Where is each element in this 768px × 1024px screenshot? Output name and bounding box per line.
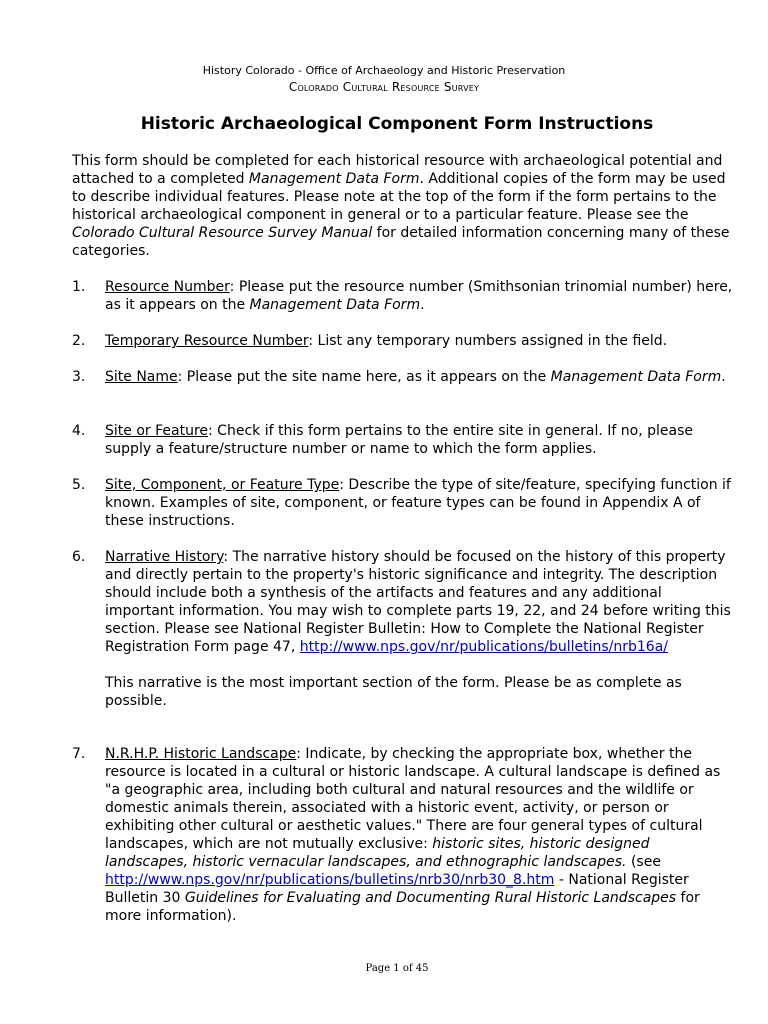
item-text: : Please put the site name here, as it appears on the xyxy=(177,369,551,385)
nrb16a-link[interactable]: http://www.nps.gov/nr/publications/bulletins/nrb16a/ xyxy=(299,639,669,655)
item-text-end: . xyxy=(420,297,425,313)
nrb30-link[interactable]: http://www.nps.gov/nr/publications/bulletins/nrb30/nrb30_8.htm xyxy=(105,872,555,888)
item-text: : List any temporary numbers assigned in the field. xyxy=(308,333,668,349)
item-number: 7. xyxy=(72,746,86,762)
intro-text-2: . Additional copies of the form may be used to describe individual features. Please note at the top of the form if the form pertains to the historical archaeological component in general or to a particular feature. Please see the xyxy=(72,171,726,223)
intro-paragraph xyxy=(72,152,732,260)
document-title: Historic Archaeological Component Form Instructions xyxy=(140,114,654,134)
item-italic: Management Data Form xyxy=(249,297,421,313)
item-text-end: . xyxy=(721,369,726,385)
item-number: 2. xyxy=(72,333,86,349)
item-number: 1. xyxy=(72,279,86,295)
item-label: Site, Component, or Feature Type xyxy=(105,477,340,493)
item-number: 3. xyxy=(72,369,86,385)
item-text: : The narrative history should be focused on the history of this property and directly pertain to the property's historic significance and integrity. The description should include both a synthesis of the artifacts and features and any additional important information. You may wish to complete parts 19, 22, and 24 before writing this section. Please see National Register Bulletin: How to Complete the National Register Registration Form page 47, xyxy=(105,549,731,655)
item-label: Narrative History xyxy=(105,549,224,565)
intro-text-3: for detailed information concerning many of these categories. xyxy=(72,225,730,259)
item-number: 4. xyxy=(72,423,86,439)
item-text: : Describe the type of site/feature, specifying function if known. Examples of site, component, or feature types can be found in Appendix A of these instructions. xyxy=(105,477,731,529)
intro-italic-2: Colorado Cultural Resource Survey Manual xyxy=(72,225,373,241)
item-text: : Indicate, by checking the appropriate box, whether the resource is located in a cultural or historic landscape. A cultural landscape is defined as "a geographic area, including both cultural and natural resources and the wildlife or domestic animals therein, associated with a historic event, activity, or person or exhibiting other cultural or aesthetic values." There are four general types of cultural landscapes, which are not mutually exclusive: xyxy=(105,746,721,852)
item-italic-2: Guidelines for Evaluating and Documenting Rural Historic Landscapes xyxy=(184,890,677,906)
item-number: 5. xyxy=(72,477,86,493)
item-text-2: (see xyxy=(626,854,661,870)
item-number: 6. xyxy=(72,549,86,565)
item-text: : Please put the resource number (Smithsonian trinomial number) here, as it appears on the xyxy=(105,279,733,313)
item-label: N.R.H.P. Historic Landscape xyxy=(105,746,297,762)
header-organization: History Colorado - Office of Archaeology and Historic Preservation xyxy=(202,64,566,77)
item-label: Site or Feature xyxy=(105,423,209,439)
item-label: Resource Number xyxy=(105,279,230,295)
intro-italic-1: Management Data Form xyxy=(248,171,420,187)
item-italic: Management Data Form xyxy=(550,369,722,385)
intro-text-1: This form should be completed for each historical resource with archaeological potential and attached to a completed xyxy=(72,153,723,187)
item-label: Temporary Resource Number xyxy=(105,333,309,349)
item-text-3: - National Register Bulletin 30 xyxy=(105,872,689,906)
item-6-paragraph-2: This narrative is the most important section of the form. Please be as complete as possible. xyxy=(105,675,682,709)
item-text-4: for more information). xyxy=(105,890,700,924)
item-text: : Check if this form pertains to the entire site in general. If no, please supply a feature/structure number or name to which the form applies. xyxy=(105,423,693,457)
header-survey-name: Colorado Cultural Resource Survey xyxy=(288,80,480,94)
item-italic: historic sites, historic designed landscapes, historic vernacular landscapes, and ethnographic landscapes. xyxy=(105,836,650,870)
page-number-footer: Page 1 of 45 xyxy=(365,963,429,974)
item-label: Site Name xyxy=(105,369,178,385)
